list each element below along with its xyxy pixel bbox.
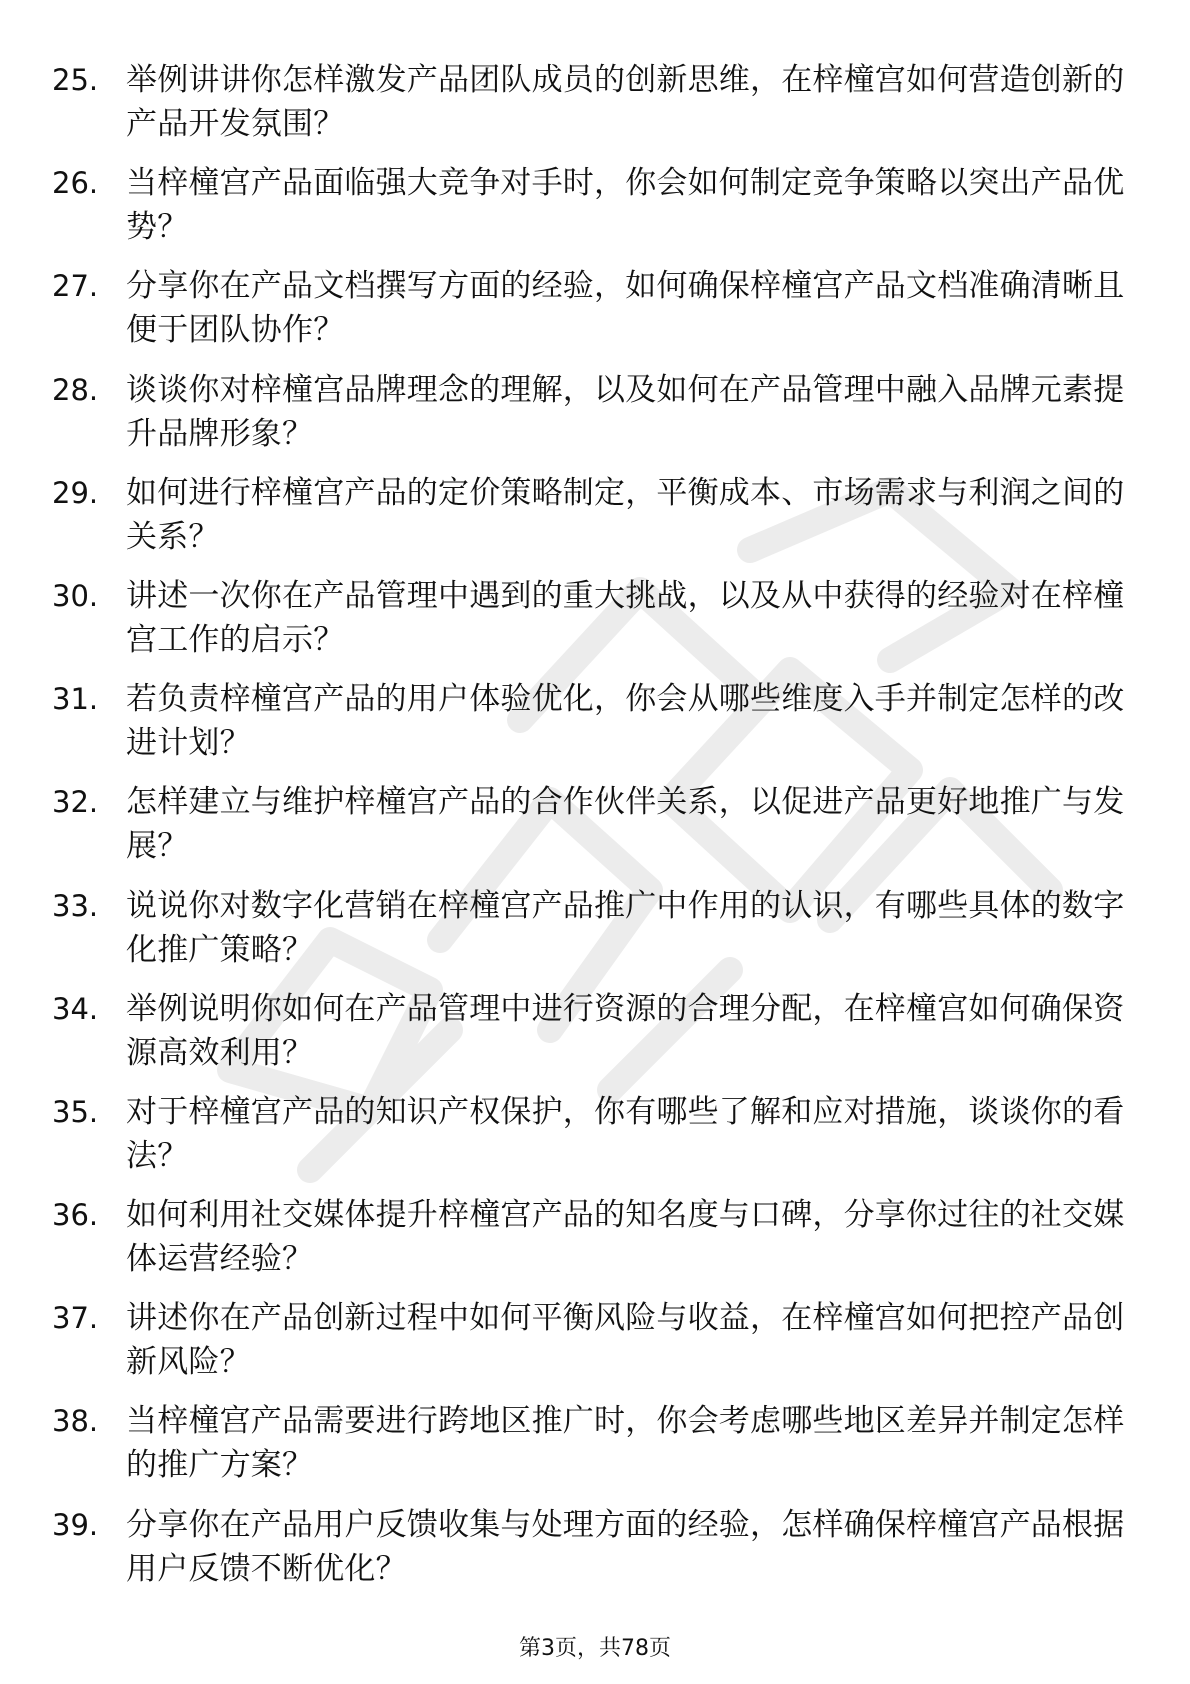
question-number: 35.: [52, 1094, 99, 1129]
question-number: 38.: [52, 1404, 99, 1439]
question-list: [52, 52, 1132, 1600]
question-item: [52, 465, 1132, 568]
page-number-footer: 第3页，共78页: [519, 1636, 671, 1661]
question-text: 如何利用社交媒体提升梓橦宫产品的知名度与口碑，分享你过往的社交媒体运营经验？: [126, 1197, 1125, 1278]
question-item: [52, 258, 1132, 361]
question-item: [52, 1084, 1132, 1187]
question-number: 30.: [52, 578, 99, 613]
question-number: 37.: [52, 1301, 99, 1336]
question-number: 26.: [52, 166, 99, 201]
question-text: 讲述你在产品创新过程中如何平衡风险与收益，在梓橦宫如何把控产品创新风险？: [126, 1300, 1125, 1381]
question-item: [52, 1290, 1132, 1393]
question-text: 当梓橦宫产品需要进行跨地区推广时，你会考虑哪些地区差异并制定怎样的推广方案？: [126, 1403, 1125, 1484]
question-text: 说说你对数字化营销在梓橦宫产品推广中作用的认识，有哪些具体的数字化推广策略？: [126, 887, 1125, 968]
question-number: 27.: [52, 269, 99, 304]
question-item: [52, 671, 1132, 774]
question-item: [52, 1393, 1132, 1496]
question-number: 33.: [52, 888, 99, 923]
question-text: 分享你在产品文档撰写方面的经验，如何确保梓橦宫产品文档准确清晰且便于团队协作？: [126, 268, 1125, 349]
question-text: 若负责梓橦宫产品的用户体验优化，你会从哪些维度入手并制定怎样的改进计划？: [126, 681, 1125, 762]
question-text: 如何进行梓橦宫产品的定价策略制定，平衡成本、市场需求与利润之间的关系？: [126, 474, 1125, 555]
question-item: [52, 362, 1132, 465]
question-text: 怎样建立与维护梓橦宫产品的合作伙伴关系，以促进产品更好地推广与发展？: [126, 784, 1125, 865]
question-number: 31.: [52, 682, 99, 717]
question-text: 分享你在产品用户反馈收集与处理方面的经验，怎样确保梓橦宫产品根据用户反馈不断优化？: [126, 1506, 1125, 1587]
question-number: 25.: [52, 63, 99, 97]
question-item: [52, 568, 1132, 671]
question-text: 讲述一次你在产品管理中遇到的重大挑战，以及从中获得的经验对在梓橦宫工作的启示？: [126, 577, 1125, 658]
question-text: 谈谈你对梓橦宫品牌理念的理解，以及如何在产品管理中融入品牌元素提升品牌形象？: [126, 371, 1125, 452]
question-item: [52, 155, 1132, 258]
question-text: 当梓橦宫产品面临强大竞争对手时，你会如何制定竞争策略以突出产品优势？: [126, 165, 1125, 246]
question-item: [52, 774, 1132, 877]
question-item: [52, 878, 1132, 981]
question-item: [52, 1187, 1132, 1290]
question-number: 32.: [52, 785, 99, 820]
question-item: [52, 981, 1132, 1084]
question-number: 34.: [52, 991, 99, 1026]
question-number: 28.: [52, 372, 99, 407]
question-number: 29.: [52, 475, 99, 510]
question-number: 36.: [52, 1198, 99, 1233]
question-item: [52, 1497, 1132, 1600]
question-text: 对于梓橦宫产品的知识产权保护，你有哪些了解和应对措施，谈谈你的看法？: [126, 1093, 1125, 1174]
question-item: [52, 52, 1132, 155]
question-text: 举例说明你如何在产品管理中进行资源的合理分配，在梓橦宫如何确保资源高效利用？: [126, 990, 1125, 1071]
question-number: 39.: [52, 1507, 99, 1542]
question-text: 举例讲讲你怎样激发产品团队成员的创新思维，在梓橦宫如何营造创新的产品开发氛围？: [126, 62, 1125, 142]
